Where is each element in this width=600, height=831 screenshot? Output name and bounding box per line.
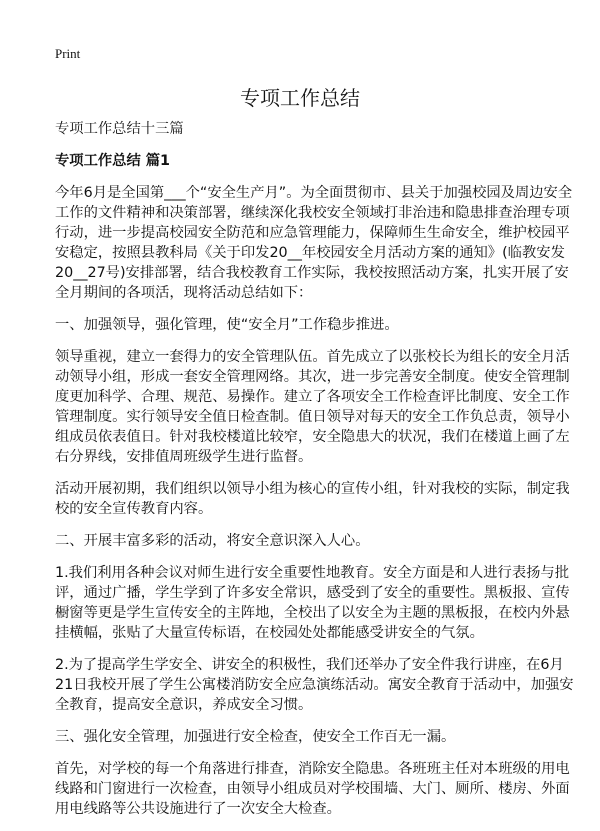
paragraph-line: 领导重视，建立一套得力的安全管理队伍。首先成立了以张校长为组长的安全月活 [55, 349, 570, 365]
paragraph [55, 727, 555, 747]
paragraph-line: 行动，进一步提高校园安全防范和应急管理能力，保障师生生命安全，维护校园平 [55, 225, 570, 241]
paragraph [55, 315, 555, 335]
paragraph-line: 橱窗等更是学生宣传安全的主阵地，全校出了以安全为主题的黑板报，在校内外悬 [55, 605, 570, 621]
document-title: 专项工作总结 [240, 86, 360, 110]
section-heading: 专项工作总结 篇1 [55, 153, 171, 169]
paragraph-line: 全月期间的各项活，现将活动总结如下： [55, 285, 313, 301]
paragraph [55, 655, 574, 715]
paragraph-line: 今年6月是全国第___个“安全生产月”。为全面贯彻市、县关于加强校园及周边安全 [55, 185, 573, 201]
paragraph-line: 三、强化安全管理，加强进行安全检查，使安全工作百无一漏。 [55, 729, 456, 745]
paragraph [55, 531, 555, 551]
subtitle: 专项工作总结十三篇 [55, 121, 184, 137]
paragraph-line: 动领导小组，形成一套安全管理网络。其次，进一步完善安全制度。使安全管理制 [55, 369, 570, 385]
paragraph-line: 度更加科学、合理、规范、易操作。建立了各项安全工作检查评比制度、安全工作 [55, 389, 570, 405]
paragraph-line: 2.为了提高学生学安全、讲安全的积极性，我们还举办了安全件我行讲座，在6月 [55, 657, 564, 673]
paragraph [55, 347, 570, 467]
paragraph-line: 20__27号)安排部署，结合我校教育工作实际，我校按照活动方案，扎实开展了安 [55, 265, 569, 281]
paragraph-line: 评，通过广播，学生学到了许多安全常识，感受到了安全的重要性。黑板报、宣传 [55, 585, 570, 601]
paragraph-line: 线路和门窗进行一次检查，由领导小组成员对学校围墙、大门、厕所、楼房、外面 [55, 781, 570, 797]
paragraph-line: 管理制度。实行领导安全值日检查制。值日领导对每天的安全工作负总责，领导小 [55, 409, 570, 425]
paragraph-line: 用电线路等公共设施进行了一次安全大检查。 [55, 801, 341, 817]
paragraph-line: 安稳定，按照县教科局《关于印发20__年校园安全月活动方案的通知》(临教安发 [55, 245, 565, 261]
paragraph-line: 活动开展初期，我们组织以领导小组为核心的宣传小组，针对我校的实际，制定我 [55, 481, 570, 497]
paragraph-line: 二、开展丰富多彩的活动，将安全意识深入人心。 [55, 533, 370, 549]
paragraph-line: 工作的文件精神和决策部署，继续深化我校安全领域打非治违和隐患排查治理专项 [55, 205, 570, 221]
paragraph-line: 首先，对学校的每一个角落进行排查，消除安全隐患。各班班主任对本班级的用电 [55, 761, 570, 777]
paragraph-line: 挂横幅，张贴了大量宣传标语，在校园处处都能感受讲安全的气氛。 [55, 625, 484, 641]
paragraph [55, 759, 570, 819]
paragraph-line: 21日我校开展了学生公寓楼消防安全应急演练活动。寓安全教育于活动中，加强安 [55, 677, 574, 693]
paragraph [55, 183, 573, 303]
paragraph-line: 一、加强领导，强化管理，使“安全月”工作稳步推进。 [55, 317, 399, 333]
paragraph-line: 全教育，提高安全意识，养成安全习惯。 [55, 697, 313, 713]
document-body [55, 119, 574, 831]
paragraph-line: 1.我们利用各种会议对师生进行安全重要性地教育。安全方面是和人进行表扬与批 [55, 565, 570, 581]
paragraph-line: 右分界线，安排值周班级学生进行监督。 [55, 449, 313, 465]
print-link[interactable]: Print [55, 46, 81, 61]
paragraphs [55, 183, 574, 819]
paragraph [55, 479, 570, 519]
paragraph-line: 组成员依表值日。针对我校楼道比较窄，安全隐患大的状况，我们在楼道上画了左 [55, 429, 570, 445]
paragraph [55, 563, 570, 643]
paragraph-line: 校的安全宣传教育内容。 [55, 501, 213, 517]
